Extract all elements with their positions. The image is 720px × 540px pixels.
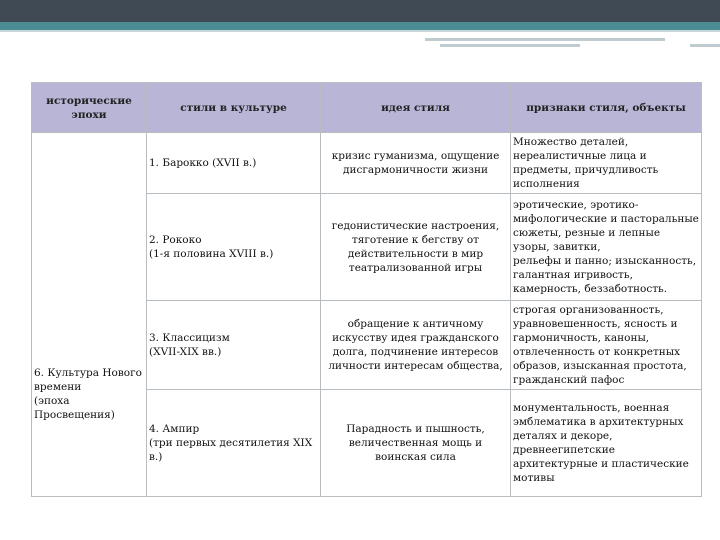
decorative-line [440, 44, 580, 47]
header-divider [0, 30, 720, 32]
header-accent-bar [0, 22, 720, 30]
features-cell: монументальность, военная эмблематика в архитектурных деталях и декоре, древнеегипетские архитектурные и пластические мотивы [511, 390, 702, 497]
header-bar [0, 0, 720, 22]
style-cell: 3. Классицизм (XVII-XIX вв.) [147, 301, 321, 390]
header-features: признаки стиля, объекты [511, 83, 702, 133]
features-cell: Множество деталей, нереалистичные лица и предметы, причудливость исполнения [511, 133, 702, 194]
table-header-row [32, 83, 702, 133]
decorative-line [690, 44, 720, 47]
header-idea: идея стиля [321, 83, 511, 133]
culture-styles-table [31, 82, 702, 497]
header-styles: стили в культуре [147, 83, 321, 133]
style-cell: 4. Ампир (три первых десятилетия XIX в.) [147, 390, 321, 497]
era-cell: 6. Культура Нового времени (эпоха Просвещения) [32, 133, 147, 497]
style-cell: 2. Рококо (1-я половина XVIII в.) [147, 194, 321, 301]
idea-cell: кризис гуманизма, ощущение дисгармоничности жизни [321, 133, 511, 194]
features-cell: строгая организованность, уравновешенность, ясность и гармоничность, каноны, отвлеченность от конкретных образов, изысканная простота, гражданский пафос [511, 301, 702, 390]
header-eras: исторические эпохи [32, 83, 147, 133]
idea-cell: Парадность и пышность, величественная мощь и воинская сила [321, 390, 511, 497]
features-cell: эротические, эротико-мифологические и пасторальные сюжеты, резные и лепные узоры, завитки, рельефы и панно; изысканность, галантная игривость, камерность, беззаботность. [511, 194, 702, 301]
idea-cell: обращение к античному искусству идея гражданского долга, подчинение интересов личности интересам общества, [321, 301, 511, 390]
decorative-line [425, 38, 665, 41]
table-row [32, 133, 702, 194]
idea-cell: гедонистические настроения, тяготение к бегству от действительности в мир театрализованной игры [321, 194, 511, 301]
style-cell: 1. Барокко (XVII в.) [147, 133, 321, 194]
